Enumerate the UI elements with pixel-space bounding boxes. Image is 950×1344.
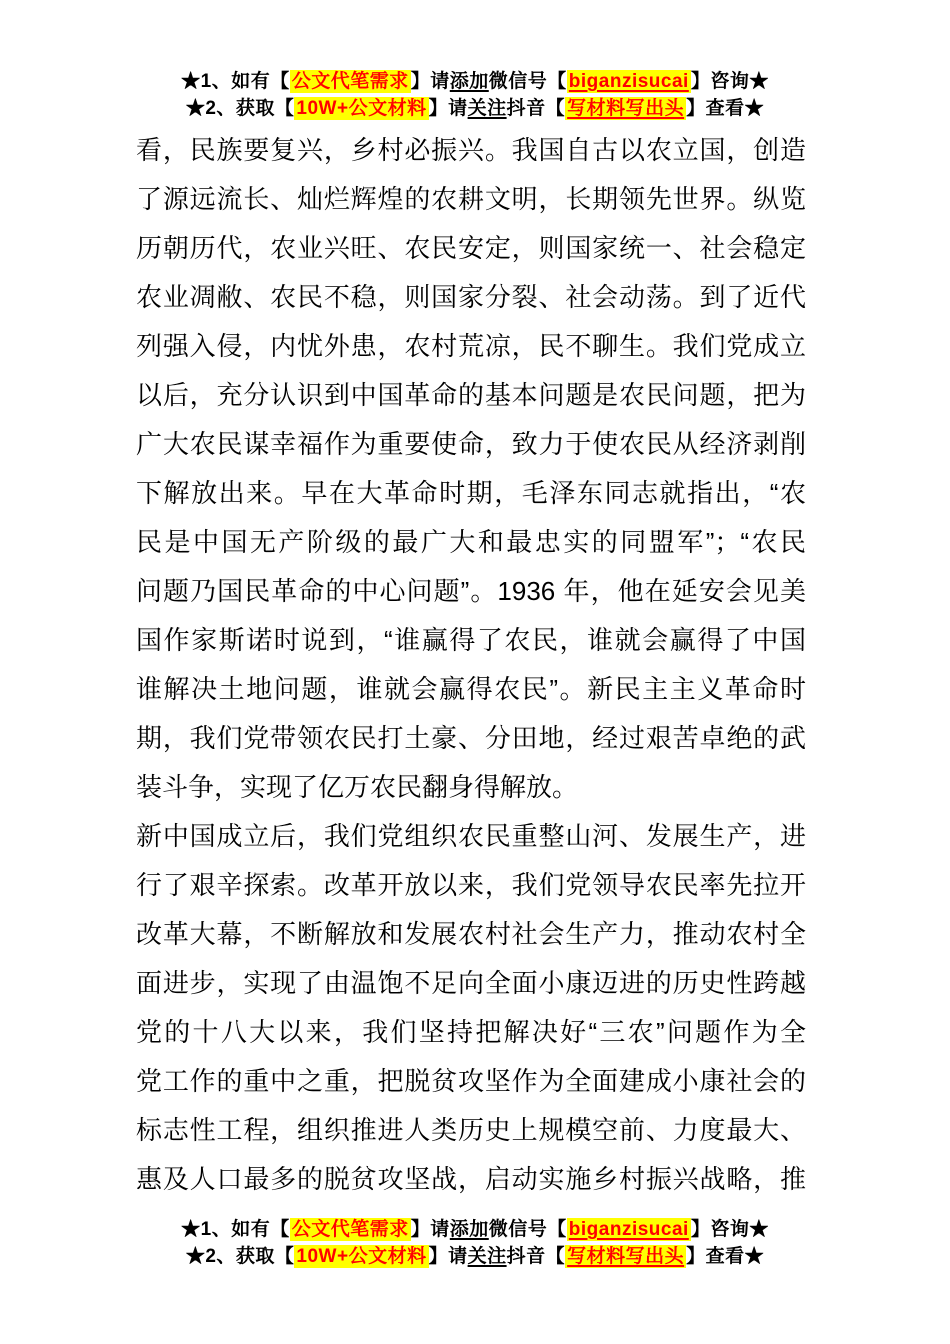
promo1-mid1: 】请: [410, 71, 450, 92]
text-line: 标志性工程，组织推进人类历史上规模空前、力度最大、: [136, 1115, 806, 1145]
promo2-douyin-name: 写材料写出头: [567, 1246, 685, 1267]
promo2-suffix: 】查看★: [686, 98, 765, 119]
promo2-mid2: 抖音【: [506, 1246, 566, 1267]
promo1-prefix: ★1、如有【: [181, 1219, 290, 1240]
paragraph-2: [136, 812, 806, 1204]
promo-banner-bottom: [0, 1204, 950, 1270]
text-line: 广大农民谋幸福作为重要使命，致力于使农民从经济剥削: [136, 429, 806, 459]
promo1-suffix: 】咨询★: [690, 1219, 769, 1240]
promo-line-2: [0, 1243, 950, 1270]
text-line: 党的十八大以来，我们坚持把解决好“三农”问题作为全: [136, 1017, 806, 1047]
promo2-material: 10W+公文材料: [296, 98, 427, 119]
promo2-mid2: 抖音【: [506, 98, 566, 119]
promo1-prefix: ★1、如有【: [181, 71, 290, 92]
text-line: 装斗争，实现了亿万农民翻身得解放。: [136, 772, 579, 802]
promo-line-1: [0, 68, 950, 95]
text-line: 农业凋敝、农民不稳，则国家分裂、社会动荡。到了近代: [136, 282, 806, 312]
promo2-prefix: ★2、获取【: [185, 1246, 295, 1267]
promo2-mid1: 】请: [428, 98, 468, 119]
text-line: 列强入侵，内忧外患，农村荒凉，民不聊生。我们党成立: [136, 331, 806, 361]
promo-banner-top: [0, 0, 950, 122]
promo1-mid2: 微信号【: [488, 1219, 567, 1240]
text-line: 改革大幕，不断解放和发展农村社会生产力，推动农村全: [136, 919, 806, 949]
promo1-service: 公文代笔需求: [291, 1219, 409, 1240]
promo2-action: 关注: [467, 98, 507, 119]
promo1-wechat-id: biganzisucai: [568, 71, 689, 92]
text-line: 行了艰辛探索。改革开放以来，我们党领导农民率先拉开: [136, 870, 806, 900]
text-line: 期，我们党带领农民打土豪、分田地，经过艰苦卓绝的武: [136, 723, 806, 753]
promo2-mid1: 】请: [428, 1246, 468, 1267]
text-line: 民是中国无产阶级的最广大和最忠实的同盟军”；“农民: [136, 527, 806, 557]
document-body-text: [136, 126, 806, 1204]
promo2-prefix: ★2、获取【: [185, 98, 295, 119]
promo1-action: 添加: [449, 71, 489, 92]
promo2-material: 10W+公文材料: [296, 1246, 427, 1267]
text-line: 党工作的重中之重，把脱贫攻坚作为全面建成小康社会的: [136, 1066, 806, 1096]
promo1-mid1: 】请: [410, 1219, 450, 1240]
promo2-suffix: 】查看★: [686, 1246, 765, 1267]
text-line: 国作家斯诺时说到，“谁赢得了农民，谁就会赢得了中国: [136, 625, 806, 655]
text-line: 了源远流长、灿烂辉煌的农耕文明，长期领先世界。纵览: [136, 184, 806, 214]
promo1-action: 添加: [449, 1219, 489, 1240]
promo1-wechat-id: biganzisucai: [568, 1219, 689, 1240]
text-line: 以后，充分认识到中国革命的基本问题是农民问题，把为: [136, 380, 806, 410]
text-line: 惠及人口最多的脱贫攻坚战，启动实施乡村振兴战略，推: [136, 1164, 806, 1194]
promo-line-2: [0, 95, 950, 122]
text-line: 历朝历代，农业兴旺、农民安定，则国家统一、社会稳定: [136, 233, 806, 263]
paragraph-1: [136, 126, 806, 812]
promo2-action: 关注: [467, 1246, 507, 1267]
text-line: 下解放出来。早在大革命时期，毛泽东同志就指出，“农: [136, 478, 806, 508]
promo1-suffix: 】咨询★: [690, 71, 769, 92]
text-line: 面进步，实现了由温饱不足向全面小康迈进的历史性跨越: [136, 968, 806, 998]
promo-line-1: [0, 1216, 950, 1243]
text-line: 看，民族要复兴，乡村必振兴。我国自古以农立国，创造: [136, 135, 806, 165]
promo2-douyin-name: 写材料写出头: [567, 98, 685, 119]
text-line: 问题乃国民革命的中心问题”。1936 年，他在延安会见美: [136, 576, 806, 606]
text-line: 谁解决土地问题，谁就会赢得农民”。新民主主义革命时: [136, 674, 806, 704]
text-line: 新中国成立后，我们党组织农民重整山河、发展生产，进: [136, 821, 806, 851]
promo1-service: 公文代笔需求: [291, 71, 409, 92]
promo1-mid2: 微信号【: [488, 71, 567, 92]
